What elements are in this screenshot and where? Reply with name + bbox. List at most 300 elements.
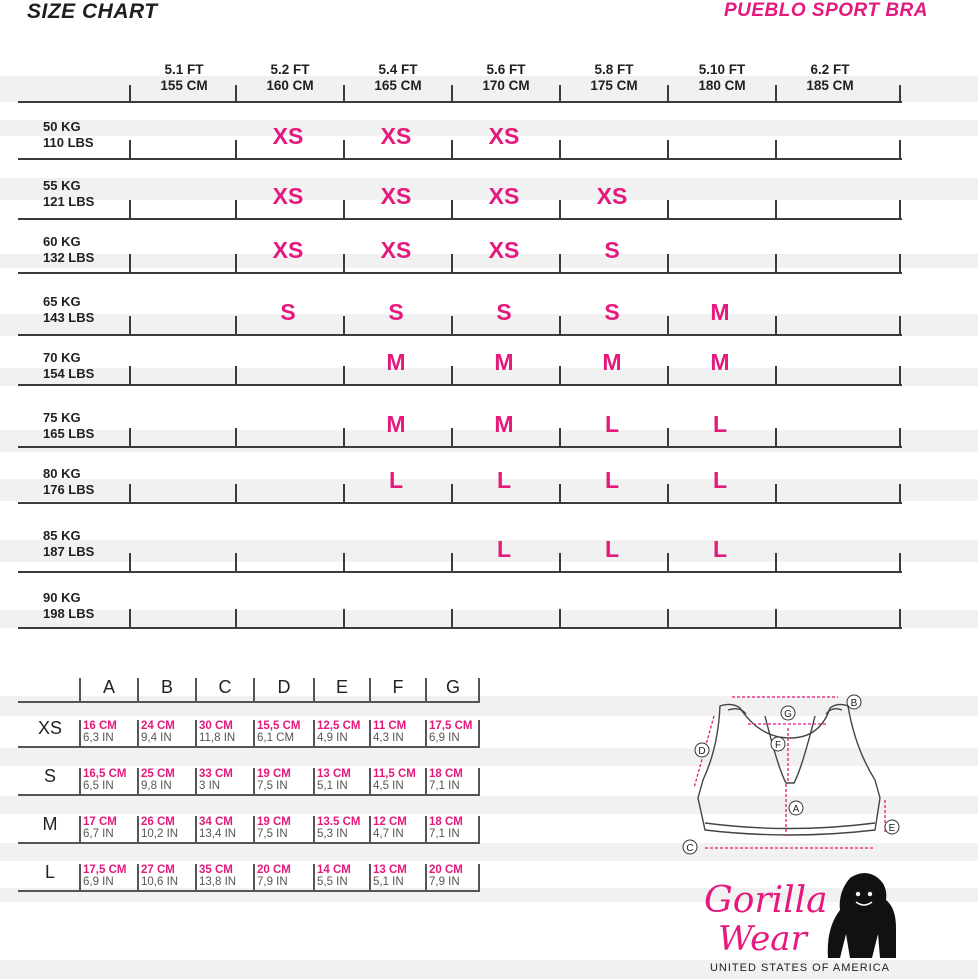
measure-cell xyxy=(257,720,300,744)
weight-kg: 75 KG xyxy=(43,410,81,425)
height-cm: 155 CM xyxy=(160,78,208,93)
measure-column-divider xyxy=(79,816,81,843)
column-divider xyxy=(235,254,237,272)
measure-cm: 14 CM xyxy=(317,864,351,876)
measure-in: 6,1 CM xyxy=(257,732,295,744)
measure-column-divider xyxy=(137,720,139,747)
measure-row-divider xyxy=(18,701,480,703)
column-divider xyxy=(129,553,131,571)
measure-in: 5,5 IN xyxy=(317,876,348,888)
column-divider xyxy=(775,484,777,502)
column-divider xyxy=(667,484,669,502)
column-divider xyxy=(235,200,237,218)
measure-cell xyxy=(429,816,463,840)
measure-cell xyxy=(257,864,291,888)
height-ft: 5.6 FT xyxy=(486,62,526,77)
measure-cm: 18 CM xyxy=(429,768,463,780)
measure-cm: 11,5 CM xyxy=(373,768,416,780)
measure-cm: 33 CM xyxy=(199,768,233,780)
weight-kg: 80 KG xyxy=(43,466,81,481)
height-column-header xyxy=(344,62,452,94)
measure-cm: 17,5 CM xyxy=(429,720,473,732)
measure-column-divider xyxy=(195,816,197,843)
column-divider xyxy=(451,553,453,571)
column-divider xyxy=(559,609,561,627)
measure-column-divider xyxy=(313,864,315,891)
measure-column-divider xyxy=(137,864,139,891)
measure-cm: 20 CM xyxy=(257,864,291,876)
weight-row-label xyxy=(43,294,94,326)
column-divider xyxy=(129,484,131,502)
measure-column-divider xyxy=(369,864,371,891)
row-divider xyxy=(18,571,902,573)
measure-in: 9,4 IN xyxy=(141,732,172,744)
measure-column-divider xyxy=(253,864,255,891)
size-cell: XS xyxy=(380,123,412,149)
height-column-header xyxy=(560,62,668,94)
measure-in: 6,9 IN xyxy=(83,876,114,888)
weight-kg: 90 KG xyxy=(43,590,81,605)
measure-cell xyxy=(199,816,236,840)
column-divider xyxy=(775,553,777,571)
column-divider xyxy=(129,200,131,218)
column-divider xyxy=(129,366,131,384)
height-cm: 160 CM xyxy=(266,78,314,93)
column-divider xyxy=(667,200,669,218)
height-column-header xyxy=(130,62,238,94)
measure-cm: 18 CM xyxy=(429,816,463,828)
height-ft: 5.8 FT xyxy=(594,62,634,77)
measure-column-header: D xyxy=(277,677,291,697)
height-ft: 6.2 FT xyxy=(810,62,850,77)
measure-cm: 30 CM xyxy=(199,720,233,732)
diagram-label-d: D xyxy=(698,746,706,757)
size-cell: M xyxy=(494,349,514,375)
measure-cm: 17 CM xyxy=(83,816,117,828)
weight-row-label xyxy=(43,466,94,498)
measure-cell xyxy=(199,768,233,792)
column-divider xyxy=(775,609,777,627)
measure-cm: 27 CM xyxy=(141,864,175,876)
measure-in: 6,5 IN xyxy=(83,780,114,792)
column-divider xyxy=(235,366,237,384)
measure-cell xyxy=(373,864,407,888)
column-divider xyxy=(899,366,901,384)
measure-cell xyxy=(141,768,175,792)
measure-cm: 25 CM xyxy=(141,768,175,780)
weight-lbs: 154 LBS xyxy=(43,366,95,381)
measure-in: 4,7 IN xyxy=(373,828,404,840)
size-cell: L xyxy=(712,467,728,493)
measure-column-divider xyxy=(79,768,81,795)
column-divider xyxy=(451,428,453,446)
measure-column-divider xyxy=(478,816,480,843)
measure-column-divider xyxy=(137,768,139,795)
column-divider xyxy=(667,316,669,334)
column-divider xyxy=(451,200,453,218)
measure-column-header: F xyxy=(392,677,404,697)
measure-cm: 34 CM xyxy=(199,816,233,828)
height-column-header xyxy=(236,62,344,94)
measure-in: 7,9 IN xyxy=(257,876,288,888)
weight-lbs: 132 LBS xyxy=(43,250,95,265)
measure-cell xyxy=(373,816,407,840)
size-cell: XS xyxy=(488,123,520,149)
measure-size-label: M xyxy=(42,814,58,834)
measure-cm: 24 CM xyxy=(141,720,175,732)
measure-column-header: E xyxy=(335,677,348,697)
measure-in: 4,5 IN xyxy=(373,780,404,792)
column-divider xyxy=(775,254,777,272)
measure-column-header: B xyxy=(160,677,173,697)
column-divider xyxy=(559,200,561,218)
size-cell: L xyxy=(496,467,512,493)
column-divider xyxy=(235,484,237,502)
measure-column-divider xyxy=(369,768,371,795)
measure-in: 4,9 IN xyxy=(317,732,348,744)
size-cell: S xyxy=(496,299,512,325)
size-cell: L xyxy=(712,411,728,437)
weight-row-label xyxy=(43,528,94,560)
size-cell: S xyxy=(280,299,296,325)
measure-column-divider xyxy=(425,678,427,702)
size-cell: XS xyxy=(488,183,520,209)
measure-column-divider xyxy=(478,678,480,702)
column-divider xyxy=(343,609,345,627)
measure-column-divider xyxy=(79,678,81,702)
measure-column-divider xyxy=(253,678,255,702)
diagram-label-e: E xyxy=(888,823,896,834)
measure-in: 5,1 IN xyxy=(317,780,348,792)
measure-cm: 17,5 CM xyxy=(83,864,127,876)
weight-lbs: 187 LBS xyxy=(43,544,95,559)
measure-cm: 19 CM xyxy=(257,816,291,828)
measure-cm: 35 CM xyxy=(199,864,233,876)
height-cm: 170 CM xyxy=(482,78,530,93)
measure-column-divider xyxy=(79,864,81,891)
measure-cell xyxy=(429,864,463,888)
measure-cell xyxy=(317,720,360,744)
measure-cm: 12 CM xyxy=(373,816,407,828)
weight-row-label xyxy=(43,178,94,210)
column-divider xyxy=(343,85,345,102)
measure-column-divider xyxy=(425,864,427,891)
measure-column-divider xyxy=(369,816,371,843)
measure-column-divider xyxy=(478,768,480,795)
size-cell: M xyxy=(710,349,730,375)
measure-column-divider xyxy=(313,768,315,795)
measure-column-divider xyxy=(137,678,139,702)
measure-column-divider xyxy=(369,720,371,747)
measure-column-divider xyxy=(313,720,315,747)
measure-cm: 13 CM xyxy=(373,864,407,876)
measure-size-label: S xyxy=(43,766,56,786)
measure-column-divider xyxy=(137,816,139,843)
diagram-label-b: B xyxy=(850,698,858,709)
measure-cm: 19 CM xyxy=(257,768,291,780)
size-cell: XS xyxy=(380,183,412,209)
measure-column-divider xyxy=(195,720,197,747)
column-divider xyxy=(451,366,453,384)
column-divider xyxy=(559,140,561,158)
measure-cm: 13 CM xyxy=(317,768,351,780)
weight-lbs: 165 LBS xyxy=(43,426,95,441)
column-divider xyxy=(775,366,777,384)
measure-cm: 11 CM xyxy=(373,720,407,732)
measure-column-divider xyxy=(478,864,480,891)
weight-lbs: 176 LBS xyxy=(43,482,95,497)
column-divider xyxy=(235,609,237,627)
height-column-header xyxy=(776,62,884,94)
weight-row-label xyxy=(43,590,94,622)
measure-column-divider xyxy=(425,768,427,795)
measure-size-label: XS xyxy=(37,718,62,738)
measure-cell xyxy=(199,720,235,744)
column-divider xyxy=(451,254,453,272)
weight-row-label xyxy=(43,234,94,266)
measure-in: 6,9 IN xyxy=(429,732,460,744)
column-divider xyxy=(775,428,777,446)
logo-line1: Gorilla xyxy=(704,880,828,921)
measure-column-header: G xyxy=(445,677,460,697)
measure-column-divider xyxy=(79,720,81,747)
measure-cm: 15,5 CM xyxy=(257,720,301,732)
measure-column-divider xyxy=(425,720,427,747)
size-cell: XS xyxy=(488,237,520,263)
measure-column-divider xyxy=(253,816,255,843)
column-divider xyxy=(667,85,669,102)
column-divider xyxy=(559,316,561,334)
measure-in: 3 IN xyxy=(199,780,221,792)
column-divider xyxy=(899,428,901,446)
size-cell: L xyxy=(712,536,728,562)
measure-cell xyxy=(429,768,463,792)
column-divider xyxy=(235,428,237,446)
measure-column-header: C xyxy=(218,677,232,697)
row-divider xyxy=(18,502,902,504)
gorilla-wear-logo xyxy=(700,868,900,962)
weight-row-label xyxy=(43,410,94,442)
measure-in: 5,3 IN xyxy=(317,828,348,840)
measure-cm: 16,5 CM xyxy=(83,768,127,780)
measure-column-divider xyxy=(425,816,427,843)
measure-size-label: L xyxy=(44,862,55,882)
measure-cell xyxy=(257,768,291,792)
size-cell: XS xyxy=(272,123,304,149)
column-divider xyxy=(235,85,237,102)
height-cm: 175 CM xyxy=(590,78,638,93)
size-cell: L xyxy=(388,467,404,493)
measure-row-divider xyxy=(18,842,480,844)
column-divider xyxy=(451,85,453,102)
column-divider xyxy=(343,366,345,384)
measure-in: 11,8 IN xyxy=(199,732,236,744)
measure-column-divider xyxy=(195,678,197,702)
measure-column-divider xyxy=(369,678,371,702)
row-divider xyxy=(18,334,902,336)
column-divider xyxy=(559,484,561,502)
size-cell: M xyxy=(602,349,622,375)
column-divider xyxy=(451,316,453,334)
measure-in: 7,5 IN xyxy=(257,828,288,840)
measure-cell xyxy=(429,720,472,744)
measure-cell xyxy=(199,864,236,888)
column-divider xyxy=(559,85,561,102)
row-divider xyxy=(18,101,902,103)
column-divider xyxy=(899,200,901,218)
size-cell: S xyxy=(604,299,620,325)
measure-cell xyxy=(83,816,117,840)
measure-in: 4,3 IN xyxy=(373,732,404,744)
measure-row-divider xyxy=(18,794,480,796)
column-divider xyxy=(899,140,901,158)
weight-row-label xyxy=(43,350,94,382)
row-divider xyxy=(18,272,902,274)
column-divider xyxy=(343,254,345,272)
weight-kg: 85 KG xyxy=(43,528,81,543)
column-divider xyxy=(129,85,131,102)
sports-bra-diagram-icon xyxy=(670,688,910,863)
logo-tagline: UNITED STATES OF AMERICA xyxy=(709,962,891,974)
measure-in: 9,8 IN xyxy=(141,780,172,792)
column-divider xyxy=(559,366,561,384)
measure-cell xyxy=(373,720,406,744)
column-divider xyxy=(667,366,669,384)
row-divider xyxy=(18,627,902,629)
column-divider xyxy=(667,254,669,272)
measure-row-divider xyxy=(18,746,480,748)
column-divider xyxy=(129,609,131,627)
size-cell: S xyxy=(604,237,620,263)
diagram-label-c: C xyxy=(686,843,694,854)
column-divider xyxy=(235,553,237,571)
height-column-header xyxy=(452,62,560,94)
measure-in: 10,2 IN xyxy=(141,828,179,840)
weight-lbs: 198 LBS xyxy=(43,606,95,621)
weight-kg: 50 KG xyxy=(43,119,81,134)
column-divider xyxy=(899,484,901,502)
measure-in: 7,5 IN xyxy=(257,780,288,792)
column-divider xyxy=(667,428,669,446)
measure-cm: 16 CM xyxy=(83,720,117,732)
size-cell: M xyxy=(494,411,514,437)
diagram-label-a: A xyxy=(792,804,800,815)
column-divider xyxy=(559,553,561,571)
column-divider xyxy=(129,428,131,446)
height-ft: 5.4 FT xyxy=(378,62,418,77)
measure-in: 7,1 IN xyxy=(429,828,460,840)
column-divider xyxy=(775,200,777,218)
height-cm: 165 CM xyxy=(374,78,422,93)
measure-cell xyxy=(141,864,178,888)
weight-lbs: 110 LBS xyxy=(43,135,94,150)
height-cm: 180 CM xyxy=(698,78,746,93)
size-cell: M xyxy=(386,349,406,375)
measure-in: 6,3 IN xyxy=(83,732,114,744)
column-divider xyxy=(899,85,901,102)
column-divider xyxy=(667,140,669,158)
column-divider xyxy=(899,609,901,627)
measure-cell xyxy=(317,816,360,840)
size-cell: M xyxy=(710,299,730,325)
height-ft: 5.1 FT xyxy=(164,62,204,77)
measure-in: 6,7 IN xyxy=(83,828,114,840)
height-ft: 5.2 FT xyxy=(270,62,310,77)
measure-column-divider xyxy=(253,720,255,747)
size-cell: M xyxy=(386,411,406,437)
column-divider xyxy=(129,316,131,334)
weight-kg: 60 KG xyxy=(43,234,81,249)
measure-in: 10,6 IN xyxy=(141,876,179,888)
height-cm: 185 CM xyxy=(806,78,854,93)
measure-cell xyxy=(83,768,126,792)
logo-line2: Wear xyxy=(718,919,807,959)
size-cell: XS xyxy=(272,183,304,209)
column-divider xyxy=(775,85,777,102)
gorilla-icon xyxy=(828,873,896,958)
measure-cm: 26 CM xyxy=(141,816,175,828)
column-divider xyxy=(235,316,237,334)
weight-lbs: 143 LBS xyxy=(43,310,95,325)
size-cell: XS xyxy=(596,183,628,209)
size-cell: S xyxy=(388,299,404,325)
measure-in: 7,1 IN xyxy=(429,780,460,792)
column-divider xyxy=(899,553,901,571)
measure-cell xyxy=(317,768,351,792)
column-divider xyxy=(343,484,345,502)
measure-column-divider xyxy=(195,864,197,891)
weight-kg: 70 KG xyxy=(43,350,81,365)
diagram-label-f: F xyxy=(774,740,782,751)
size-cell: L xyxy=(604,467,620,493)
measure-column-divider xyxy=(478,720,480,747)
row-divider xyxy=(18,384,902,386)
column-divider xyxy=(559,428,561,446)
measure-in: 13,8 IN xyxy=(199,876,237,888)
measure-cell xyxy=(317,864,351,888)
measure-in: 7,9 IN xyxy=(429,876,460,888)
column-divider xyxy=(343,200,345,218)
measure-cm: 12,5 CM xyxy=(317,720,361,732)
size-cell: L xyxy=(496,536,512,562)
size-cell: XS xyxy=(272,237,304,263)
height-ft: 5.10 FT xyxy=(698,62,746,77)
measure-cell xyxy=(373,768,416,792)
diagram-label-g: G xyxy=(784,709,792,720)
row-divider xyxy=(18,446,902,448)
measure-in: 13,4 IN xyxy=(199,828,237,840)
measure-cell xyxy=(141,816,178,840)
weight-lbs: 121 LBS xyxy=(43,194,95,209)
product-title: PUEBLO SPORT BRA xyxy=(723,0,928,21)
column-divider xyxy=(343,428,345,446)
size-cell: L xyxy=(604,536,620,562)
measure-column-divider xyxy=(195,768,197,795)
column-divider xyxy=(667,609,669,627)
height-column-header xyxy=(668,62,776,94)
column-divider xyxy=(343,553,345,571)
measure-cm: 20 CM xyxy=(429,864,463,876)
measure-in: 5,1 IN xyxy=(373,876,404,888)
measure-column-divider xyxy=(313,678,315,702)
measure-cell xyxy=(83,720,117,744)
chart-title: SIZE CHART xyxy=(27,0,158,23)
column-divider xyxy=(899,316,901,334)
column-divider xyxy=(451,484,453,502)
weight-row-label xyxy=(43,119,94,151)
column-divider xyxy=(451,140,453,158)
band xyxy=(0,610,978,628)
